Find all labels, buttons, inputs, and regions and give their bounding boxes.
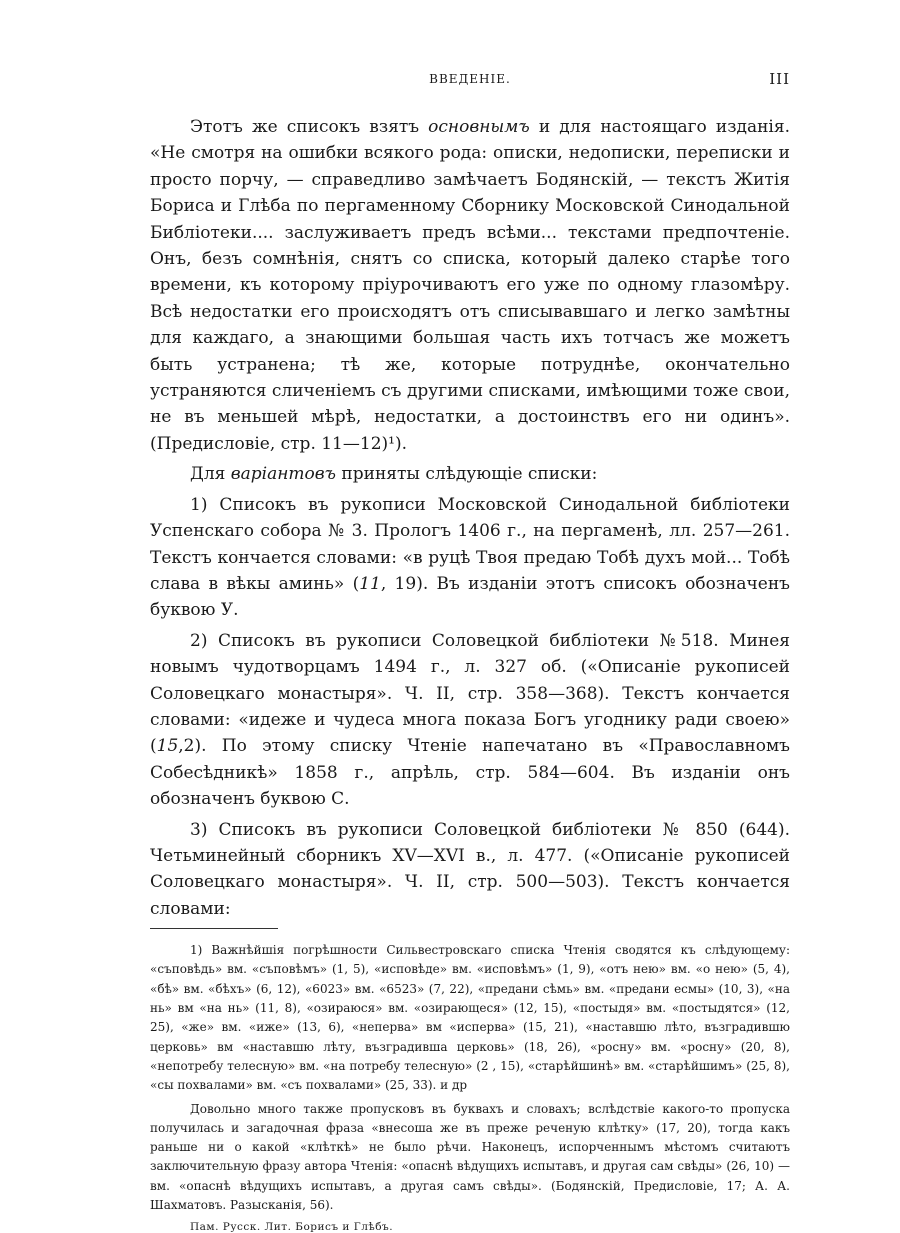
footnote: Довольно много также пропусковъ въ буквахъ и словахъ; вслѣдствіе какого-то пропуска получилась и загадочная фраза «внесоша же въ преже реченую клѣтку» (17, 20), тогда какъ раньше ни о какой «клѣткѣ» не было рѣчи. Наконецъ, испорченнымъ мѣстомъ считаютъ заключительную фразу автора Чтенія: «опаснѣ вѣдущихъ испытавъ, и другая сам свѣды» (26, 10) — вм. «опаснѣ вѣдущихъ испытавъ, а другая самъ свѣды». (Бодянскій, Предисловіе, 17; А. А. Шахматовъ. Разысканія, 56). [150,1101,790,1213]
list-item: 2) Списокъ въ рукописи Соловецкой библіотеки №518. Минея новымъ чудотворцамъ 1494 г., л. 327 об. («Описаніе рукописей Соловецкаго монастыря». Ч. II, стр. 358—368). Текстъ кончается словами: «идеже и чудеса многа показа Богъ угоднику ради своею» (15,2). По этому списку Чтеніе напечатано въ «Православномъ Собесѣдникѣ» 1858 г., апрѣль, стр. 584—604. Въ изданіи онъ обозначенъ буквою С. [150,630,790,810]
main-text [150,114,790,922]
book-page [150,70,790,1233]
running-header [150,70,790,94]
footnotes [150,941,790,1215]
signature-line: Пам. Русск. Лит. Борисъ и Глѣбъ. [190,1221,394,1233]
list-item: 1) Списокъ въ рукописи Московской Синодальной библіотеки Успенскаго собора № 3. Прологъ 1406 г., на пергаменѣ, лл. 257—261. Текстъ кончается словами: «в руцѣ Твоя предаю Тобѣ духъ мой... Тобѣ слава в вѣкы аминь» (11, 19). Въ изданіи этотъ списокъ обозначенъ буквою У. [150,494,790,621]
footnote: 1) Важнѣйшія погрѣшности Сильвестровскаго списка Чтенія сводятся къ слѣдующему: «съповѣдь» вм. «съповѣмъ» (1, 5), «исповѣде» вм. «исповѣмъ» (1, 9), «отъ нею» вм. «о нею» (5, 4), «бѣ» вм. «бѣхъ» (6, 12), «6023» вм. «6523» (7, 22), «предани сѣмь» вм. «предани есмы» (10, 3), «на нь» вм «на нь» (11, 8), «озираюся» вм. «озирающеся» (12, 15), «постыдя» вм. «постыдятся» (12, 25), «же» вм. «иже» (13, 6), «неперва» вм «исперва» (15, 21), «наставшю лѣто, възградившю церковь» вм «наставшю лѣту, възградивша церковь» (18, 26), «росну» вм. «росну» (20, 8), «непотребу телесную» вм. «на потребу телесную» (2 , 15), «старѣйшинѣ» вм. «старѣйшимъ» (25, 8), «сы похвалами» вм. «съ похвалами» (25, 33). и др [150,943,790,1093]
paragraph: Для варіантовъ приняты слѣдующіе списки: [190,464,598,485]
list-item: 3) Списокъ въ рукописи Соловецкой библіотеки № 850 (644). Четьминейный сборникъ XV—XVI в., л. 477. («Описаніе рукописей Соловецкаго монастыря». Ч. II, стр. 500—503). Текстъ кончается словами: [150,819,790,919]
page-number: III [769,70,790,88]
paragraph: Этотъ же списокъ взятъ основнымъ и для настоящаго изданія. «Не смотря на ошибки всякого рода: описки, недописки, переписки и просто порчу, — справедливо замѣчаетъ Бодянскій, — текстъ Житія Бориса и Глѣба по пергаменному Сборнику Московской Синодальной Библіотеки.... заслуживаетъ предъ всѣми... текстами предпочтеніе. Онъ, безъ сомнѣнія, снятъ со списка, который далеко старѣе того времени, къ которому пріурочиваютъ его уже по одному глазомѣру. Всѣ недостатки его происходятъ отъ списывавшаго и легко замѣтны для каждаго, а знающими большая часть ихъ тотчасъ же можетъ быть устранена; тѣ же, которые потруднѣе, окончательно устраняются сличеніемъ съ другими списками, имѣющими тоже свои, не въ меньшей мѣрѣ, недостатки, а достоинствъ его ни одинъ». (Предисловіе, стр. 11—12)¹). [150,117,790,454]
running-title: ВВЕДЕНІЕ. [429,72,511,86]
footnote-divider [150,928,278,929]
